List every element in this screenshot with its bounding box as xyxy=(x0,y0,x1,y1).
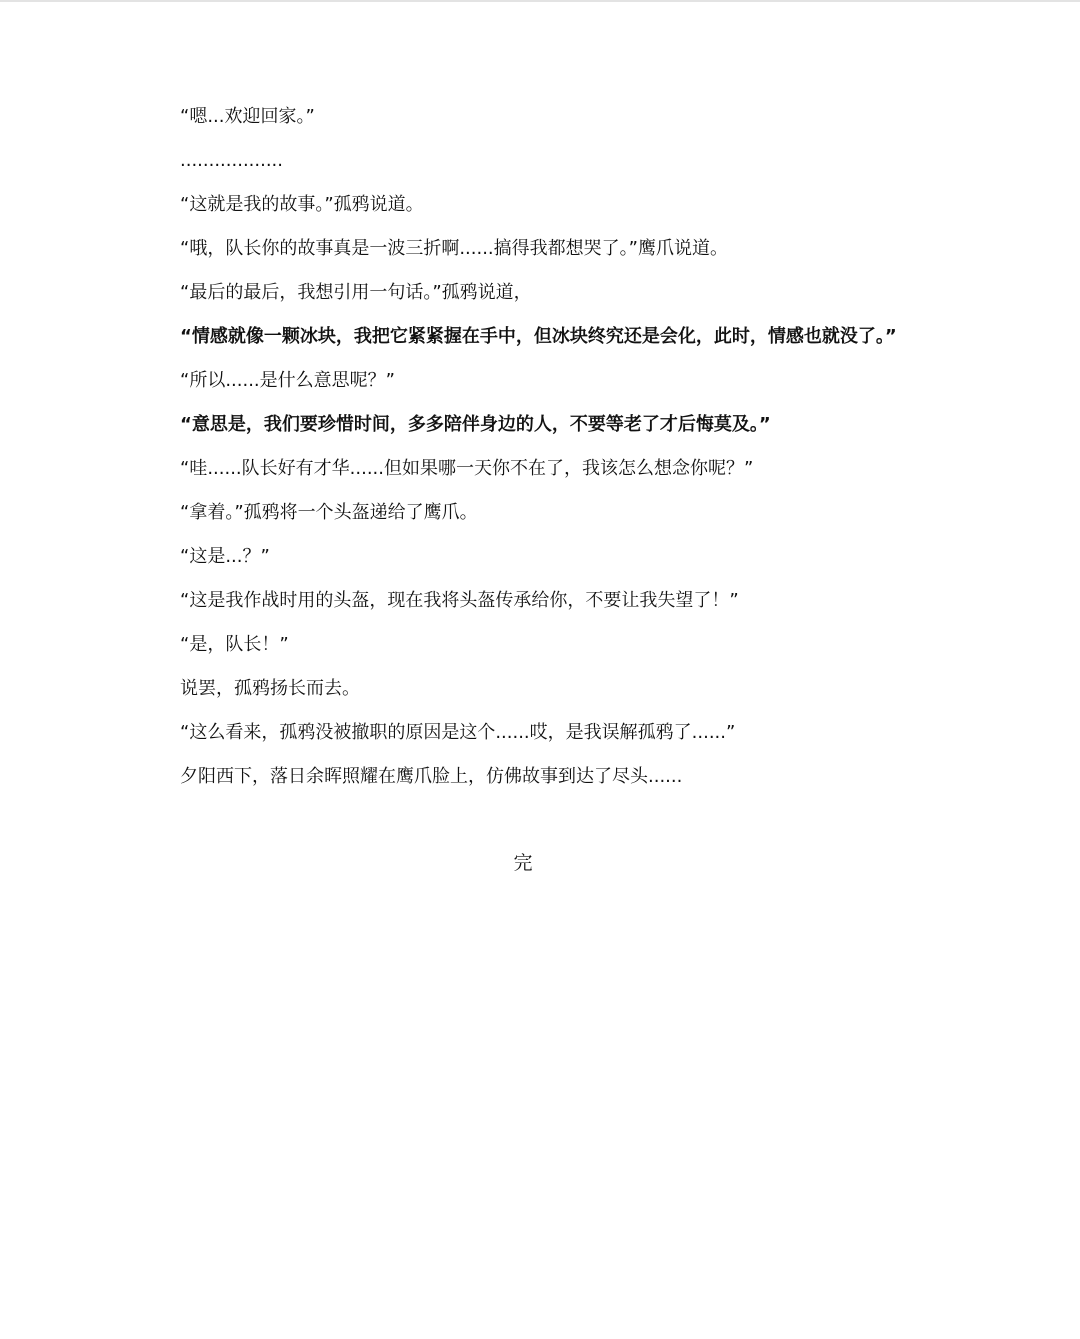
paragraph: “这就是我的故事。”孤鸦说道。 xyxy=(180,194,424,215)
top-divider xyxy=(0,0,1080,2)
paragraph: “哦，队长你的故事真是一波三折啊......搞得我都想哭了。”鹰爪说道。 xyxy=(180,238,728,259)
paragraph: “这是我作战时用的头盔，现在我将头盔传承给你，不要让我失望了！” xyxy=(180,590,739,611)
paragraph: .................. xyxy=(180,150,283,171)
paragraph: “哇......队长好有才华......但如果哪一天你不在了，我该怎么想念你呢？” xyxy=(180,458,754,479)
paragraph: “这是...？” xyxy=(180,546,270,567)
paragraph: “这么看来，孤鸦没被撤职的原因是这个......哎，是我误解孤鸦了......” xyxy=(180,722,736,743)
paragraph: 说罢，孤鸦扬长而去。 xyxy=(180,678,360,699)
paragraph: “最后的最后，我想引用一句话。”孤鸦说道， xyxy=(180,282,532,303)
paragraph: “拿着。”孤鸦将一个头盔递给了鹰爪。 xyxy=(180,502,478,523)
paragraph: “嗯...欢迎回家。” xyxy=(180,106,315,127)
story-text xyxy=(180,100,940,804)
end-mark: 完 xyxy=(513,852,533,874)
paragraph: “是，队长！” xyxy=(180,634,289,655)
paragraph: 夕阳西下，落日余晖照耀在鹰爪脸上，仿佛故事到达了尽头...... xyxy=(180,766,683,787)
paragraph: “所以......是什么意思呢？” xyxy=(180,370,395,391)
paragraph-quote-bold: “情感就像一颗冰块，我把它紧紧握在手中，但冰块终究还是会化，此时，情感也就没了。” xyxy=(180,326,897,347)
paragraph-quote-bold: “意思是，我们要珍惜时间，多多陪伴身边的人，不要等老了才后悔莫及。” xyxy=(180,414,771,435)
